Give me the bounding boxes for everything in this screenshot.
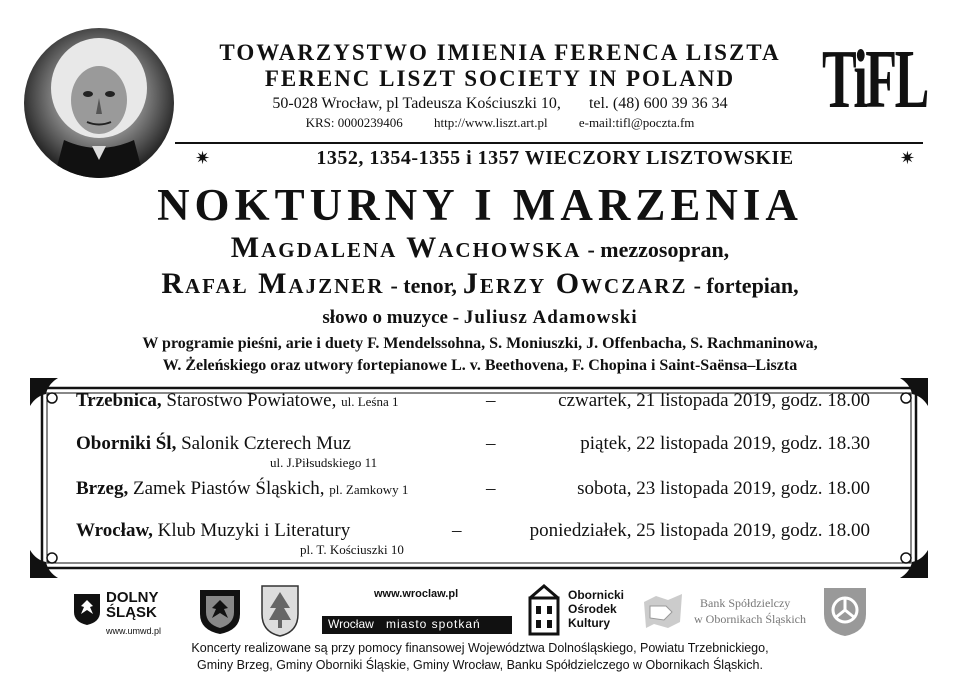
footer-line: Gminy Brzeg, Gminy Oborniki Śląskie, Gminy Wrocław, Banku Spółdzielczego w Obornikach Śląskich. [197,658,763,672]
trzebnica-powiat-crest [198,586,248,640]
shield-icon [822,586,868,638]
tower-icon [526,584,562,636]
performer-role: - mezzosopran, [587,237,730,262]
contact-line-2 [180,114,820,132]
event-dash: – [486,390,496,411]
programme-line: W programie pieśni, arie i duety F. Mendelssohna, S. Moniuszki, J. Offenbacha, S. Rachmaninowa, [142,335,818,352]
event-brzeg [76,478,408,500]
star-icon: ✷ [899,148,915,168]
wroclaw-logo [322,588,512,638]
event-city: Trzebnica, [76,390,162,411]
ook-line3: Kultury [568,616,610,630]
event-oborniki [76,433,351,455]
programme [70,333,890,377]
org-name-en: FERENC LISZT SOCIETY IN POLAND [264,66,736,91]
series-title: 1352, 1354-1355 i 1357 WIECZORY LISZTOWSKIE [316,147,794,169]
org-name-pl: TOWARZYSTWO IMIENIA FERENCA LISZTA [219,40,781,65]
event-street: pl. Zamkowy 1 [329,482,409,497]
performer-role: - tenor, [390,273,457,298]
brzeg-crest [822,586,870,640]
bank-line1: Bank Spółdzielczy [700,596,791,610]
event-city: Brzeg, [76,478,129,499]
header-divider [175,142,923,144]
event-wroclaw [76,520,350,542]
event-date: sobota, 23 listopada 2019, godz. 18.00 [577,478,870,499]
performer-line-1 [0,232,960,266]
talk-label: słowo o muzyce - [322,307,460,328]
crest-icon [198,586,242,636]
bank-map-icon [642,592,684,632]
event-venue: Starostwo Powiatowe, [166,390,337,411]
talk-line [0,307,960,329]
eagle-shield-icon [72,592,102,626]
dolny-line1: DOLNY [106,589,159,606]
event-venue: Salonik Czterech Muz [181,433,351,454]
event-date: czwartek, 21 listopada 2019, godz. 18.00 [558,390,870,411]
event-venue: Klub Muzyki i Literatury [157,520,351,541]
website-link[interactable]: http://www.liszt.art.pl [433,115,548,130]
event-date: piątek, 22 listopada 2019, godz. 18.30 [580,433,870,454]
event-dash: – [486,433,496,454]
performer-name: Jerzy Owczarz [462,267,688,300]
phone: tel. (48) 600 39 36 34 [588,95,728,112]
bank-logo [642,592,832,636]
tifl-logo: TiFL [822,33,927,126]
sponsor-logos [70,584,890,644]
event-dash: – [452,520,462,541]
wroclaw-name: Wrocław [328,617,374,631]
wroclaw-slogan: miasto spotkań [386,617,481,631]
performer-name: Magdalena Wachowska [230,231,582,264]
talk-name: Juliusz Adamowski [463,307,638,328]
oborniki-gmina-crest [260,584,304,640]
ook-line1: Obornicki [568,588,625,602]
event-date: poniedziałek, 25 listopada 2019, godz. 18.00 [529,520,870,541]
ook-line2: Ośrodek [568,602,617,616]
footer-line: Koncerty realizowane są przy pomocy finansowej Województwa Dolnośląskiego, Powiatu Trzebnickiego, [191,641,769,655]
email-link[interactable]: e-mail:tifl@poczta.fm [578,115,695,130]
liszt-portrait [24,28,174,178]
event-street: ul. J.Piłsudskiego 11 [270,455,378,470]
krs: KRS: 0000239406 [305,115,403,130]
performer-name: Rafał Majzner [161,267,385,300]
event-street: pl. T. Kościuszki 10 [300,542,404,557]
concert-title: NOKTURNY I MARZENIA [157,180,803,230]
series-line [195,147,915,170]
dolny-slask-logo [70,586,180,640]
wroclaw-url[interactable]: www.wroclaw.pl [374,588,459,600]
star-icon: ✷ [195,148,211,168]
performer-line-2 [0,268,960,302]
event-city: Wrocław, [76,520,153,541]
organization-header [180,40,820,132]
event-city: Oborniki Śl, [76,433,177,454]
contact-line-1 [180,94,820,114]
tree-crest-icon [260,584,300,638]
funding-note [100,640,860,674]
event-street: ul. Leśna 1 [341,394,399,409]
event-trzebnica [76,390,399,412]
event-dash: – [486,478,496,499]
ook-logo [526,584,636,640]
address: 50-028 Wrocław, pl Tadeusza Kościuszki 10, [272,95,561,112]
bank-line2: w Obornikach Śląskich [694,612,806,626]
dolny-line2: ŚLĄSK [106,604,157,621]
dolny-url[interactable]: www.umwd.pl [106,626,162,636]
programme-line: W. Żeleńskiego oraz utwory fortepianowe L. v. Beethovena, F. Chopina i Saint-Saënsa–Liszta [162,357,798,374]
performer-role: - fortepian, [693,273,799,298]
event-venue: Zamek Piastów Śląskich, [132,478,325,499]
